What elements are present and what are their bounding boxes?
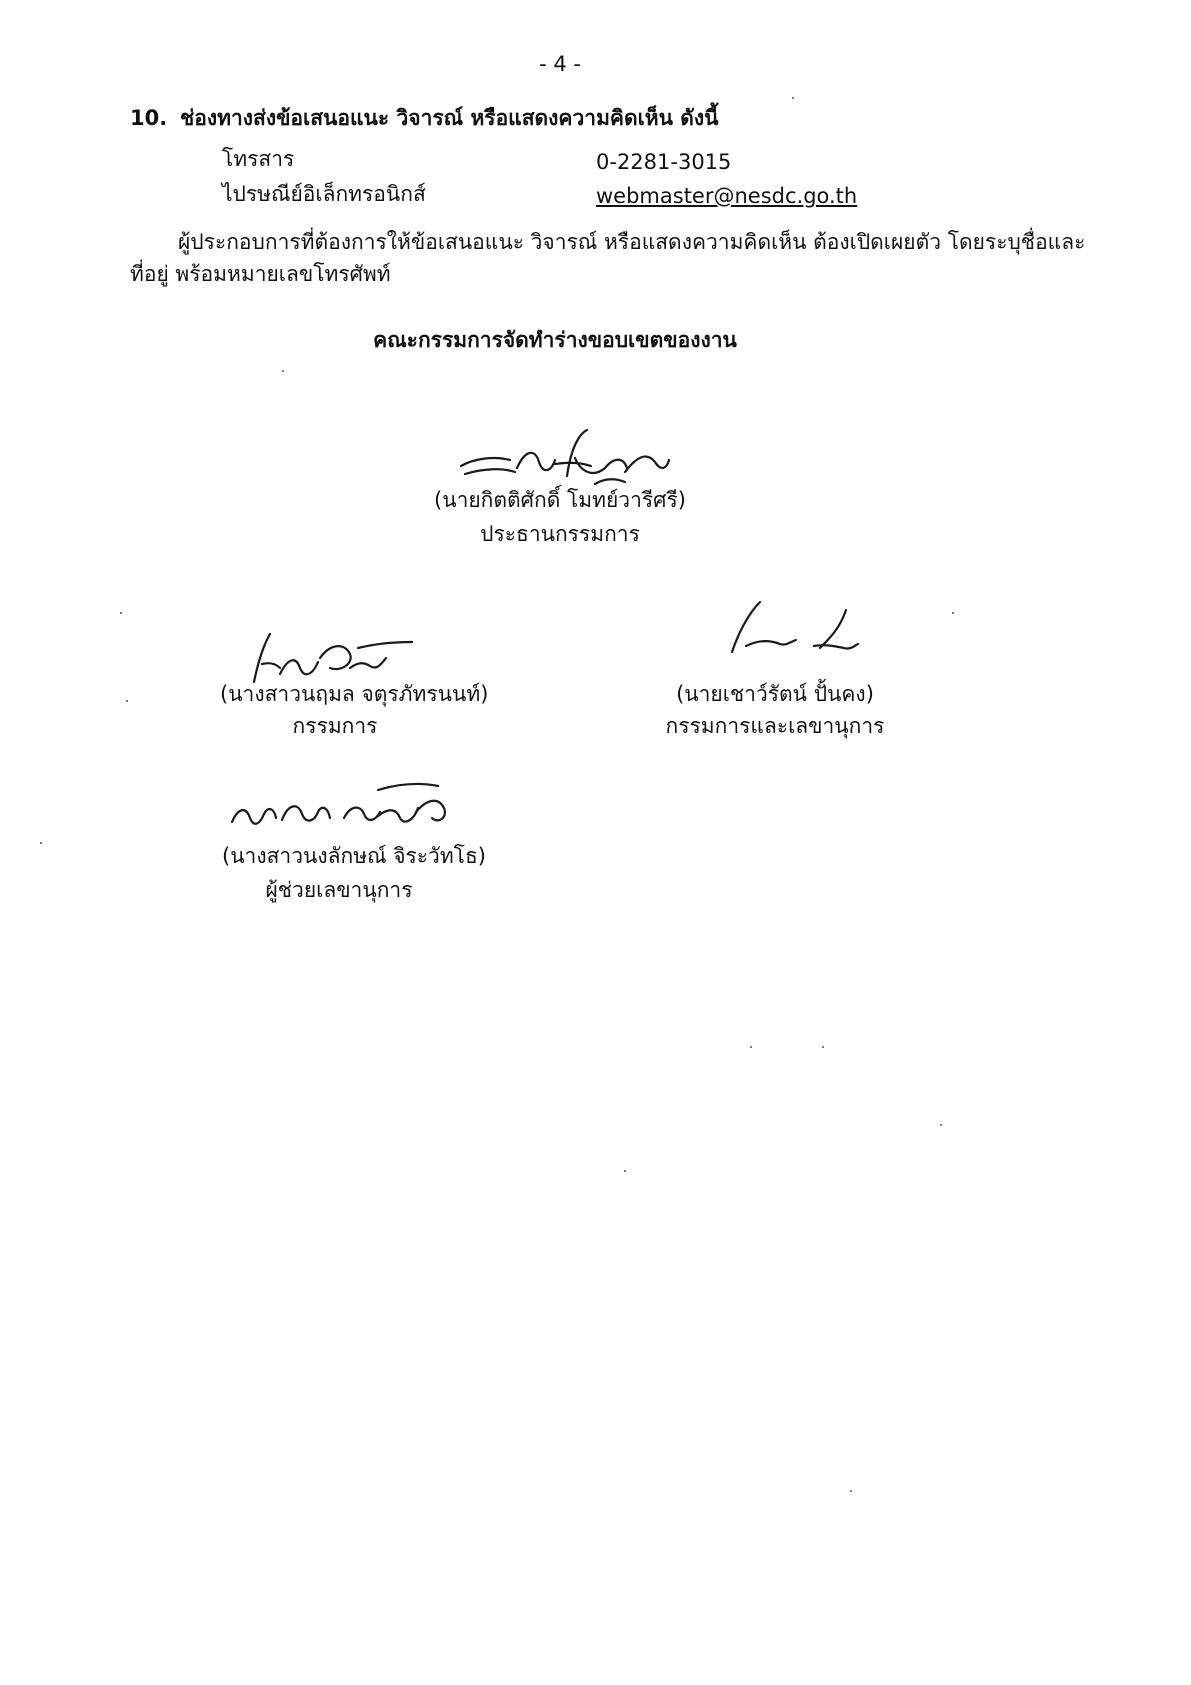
member-signature [240, 628, 420, 688]
member-name: (นางสาวนฤมล จตุรภัทรนนท์) [220, 682, 489, 706]
chair-name: (นายกิตติศักดิ์ โมทย์วารีศรี) [434, 488, 686, 512]
section-heading: ช่องทางส่งข้อเสนอแนะ วิจารณ์ หรือแสดงความคิดเห็น ดังนี้ [180, 106, 719, 130]
scan-speck [822, 1046, 824, 1048]
section-number: 10. [130, 106, 168, 130]
assistant-name: (นางสาวนงลักษณ์ จิระวัทโธ) [222, 844, 486, 868]
secretary-name: (นายเชาว์รัตน์ ปั้นคง) [676, 682, 874, 706]
assistant-signature [228, 778, 468, 840]
note-paragraph-line1: ผู้ประกอบการที่ต้องการให้ข้อเสนอแนะ วิจารณ์ หรือแสดงความคิดเห็น ต้องเปิดเผยตัว โดยระบุชื่อและ [178, 230, 1086, 254]
chair-role: ประธานกรรมการ [480, 522, 640, 546]
scan-speck [120, 612, 122, 614]
assistant-role: ผู้ช่วยเลขานุการ [265, 878, 413, 902]
scan-speck [624, 1170, 626, 1172]
scan-speck [750, 1046, 752, 1048]
fax-number: 0-2281-3015 [596, 150, 732, 174]
scan-speck [126, 700, 128, 702]
scan-speck [282, 370, 284, 372]
scan-speck [40, 842, 42, 844]
chair-signature [455, 428, 675, 490]
secretary-role: กรรมการและเลขานุการ [665, 714, 885, 738]
scan-speck [792, 97, 794, 99]
scan-speck [952, 612, 954, 614]
note-paragraph-line2: ที่อยู่ พร้อมหมายเลขโทรศัพท์ [130, 262, 391, 286]
email-link[interactable]: webmaster@nesdc.go.th [596, 184, 858, 208]
committee-title: คณะกรรมการจัดทำร่างขอบเขตของงาน [373, 328, 737, 352]
fax-label: โทรสาร [222, 147, 295, 171]
secretary-signature [728, 598, 868, 656]
scan-speck [940, 1124, 942, 1126]
page-number: - 4 - [539, 52, 581, 76]
member-role: กรรมการ [292, 714, 378, 738]
scan-speck [850, 1490, 852, 1492]
email-label: ไปรษณีย์อิเล็กทรอนิกส์ [222, 182, 426, 206]
